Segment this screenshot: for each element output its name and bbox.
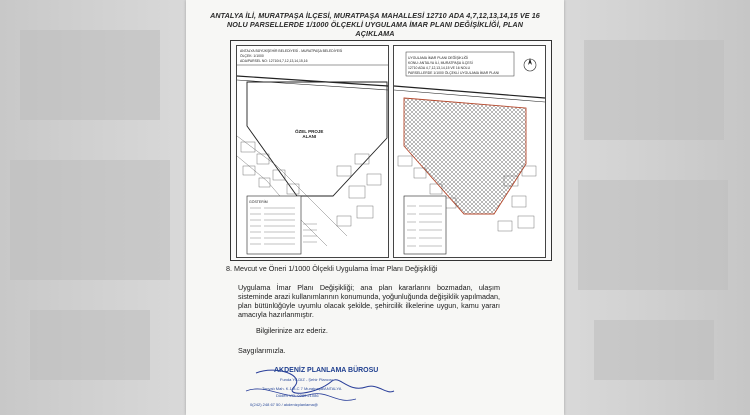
- right-plan-header-3: 12710 ADA 4,7,12,13,14,15 VE 16 NOLU: [408, 66, 471, 70]
- body-paragraph: Uygulama İmar Planı Değişikliği; ana plan kararlarını bozmadan, ulaşım sisteminde arazi kullanımlarının konumunda, yoğunluğunda değişiklik yapılmadan, plan bütünlüğüyle uyumlu olacak şekilde, şehircilik ilkelerine uygun, kamu yararı amacıyla hazırlanmıştır.: [238, 283, 500, 319]
- left-plan-header-2: ÖLÇEK: 1/1000: [240, 54, 264, 58]
- area-label-line-2: ALANI: [302, 134, 317, 139]
- special-project-area-label: [295, 129, 323, 139]
- stamp-line-3: Düden V.D. 0280 21086: [276, 393, 319, 398]
- stamp-company-name: AKDENİZ PLANLAMA BÜROSU: [274, 367, 379, 374]
- right-plan-header-2: KONU: ANTALYA İLİ, MURATPAŞA İLÇESİ: [408, 61, 473, 65]
- stamp-line-4: 0(242) 248 67 50 / akdenizplanlama@: [250, 402, 318, 407]
- right-plan-header-1: UYGULAMA İMAR PLANI DEĞİŞİKLİĞİ: [408, 56, 469, 60]
- area-label-line-1: ÖZEL PROJE: [295, 129, 324, 134]
- left-plan-header-3: ADA/PARSEL NO: 12710/4,7,12,13,14,15,16: [240, 59, 308, 63]
- existing-plan-map: [236, 45, 389, 258]
- figure-caption: 8. Mevcut ve Öneri 1/1000 Ölçekli Uygulama İmar Planı Değişikliği: [226, 264, 438, 273]
- left-plan-header-1: ANTALYA BÜYÜKŞEHİR BELEDİYESİ - MURATPAŞA BELEDİYESİ: [240, 49, 343, 53]
- background-right: [564, 0, 750, 415]
- proposed-plan-drawing: [394, 46, 545, 257]
- proposed-plan-map: [393, 45, 546, 258]
- title-line-2: NOLU PARSELLERDE 1/1000 ÖLÇEKLİ UYGULAMA İMAR PLANI DEĞİŞİKLİĞİ, PLAN AÇIKLAMA: [226, 20, 524, 38]
- plan-figure: [230, 40, 552, 261]
- company-stamp: [236, 365, 406, 415]
- background-left: [0, 0, 186, 415]
- stamp-line-1: Funda YILDIZ - Şehir Plancısı: [280, 377, 334, 382]
- existing-plan-drawing: [237, 46, 388, 257]
- document-page: [186, 0, 564, 415]
- regards-line: Saygılarımızla.: [238, 346, 286, 355]
- stamp-line-2: Tonyalı Mah. K.1.B.C 7 Muratpaşa/ANTALYA: [262, 386, 342, 391]
- legend-title: GÖSTERİM: [249, 200, 268, 204]
- right-plan-header-4: PARSELLERDE 1/1000 ÖLÇEKLİ UYGULAMA İMAR PLANI: [408, 71, 499, 75]
- closing-line: Bilgilerinize arz ederiz.: [256, 326, 328, 335]
- title-line-1: ANTALYA İLİ, MURATPAŞA İLÇESİ, MURATPAŞA MAHALLESİ 12710 ADA 4,7,12,13,14,15 VE 16: [210, 11, 540, 20]
